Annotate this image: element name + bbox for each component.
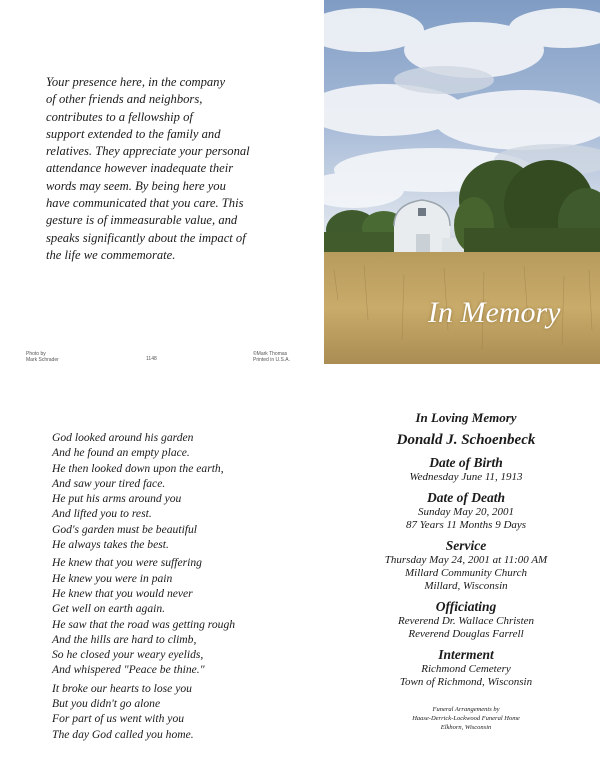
in-memory-caption: In Memory (428, 296, 561, 329)
tribute-line: speaks significantly about the impact of (46, 230, 246, 245)
tribute-line: gesture is of immeasurable value, and (46, 213, 238, 228)
product-code: 1148 (146, 356, 157, 362)
poem-line: God's garden must be beautiful (52, 522, 198, 536)
poem-line: For part of us went with you (52, 712, 185, 726)
right-trees (454, 160, 600, 256)
poem-line: But you didn't go alone (52, 697, 161, 711)
poem-line: It broke our hearts to lose you (52, 681, 192, 695)
poem-stanza (52, 555, 312, 677)
poem-line: He knew that you would never (52, 586, 193, 600)
copyright-line: Printed in U.S.A. (253, 357, 290, 363)
poem-line: And whispered "Peace be thine." (52, 663, 205, 677)
poem-line: He put his arms around you (52, 492, 182, 506)
copyright-notice (253, 351, 290, 363)
tribute-line: of other friends and neighbors, (46, 92, 203, 107)
poem-line: He always takes the best. (52, 538, 169, 552)
arrangements-line: Haase-Derrick-Lockwood Funeral Home (412, 715, 520, 722)
poem-line: He knew you were in pain (52, 571, 173, 585)
poem-line: And he found an empty place. (52, 446, 190, 460)
death-title: Date of Death (427, 490, 505, 505)
service-time: Thursday May 24, 2001 at 11:00 AM (384, 554, 548, 566)
left-trees (324, 210, 406, 254)
photo-credit-line: Mark Schrader (26, 357, 59, 363)
funeral-arrangements (340, 705, 592, 732)
cemetery-town: Town of Richmond, Wisconsin (399, 676, 533, 688)
cemetery: Richmond Cemetery (421, 663, 511, 675)
service-place: Millard Community Church (404, 567, 527, 579)
barn-field-photo (324, 0, 600, 364)
arrangements-line: Funeral Arrangements by (432, 706, 500, 713)
photo-credit-line: Photo by (26, 351, 46, 357)
poem-line: And the hills are hard to climb, (52, 632, 197, 646)
deceased-name: Donald J. Schoenbeck (396, 432, 536, 448)
tribute-line: contributes to a fellowship of (46, 109, 193, 124)
tribute-verse (46, 74, 286, 264)
tribute-line: the life we commemorate. (46, 247, 176, 262)
in-loving-memory-heading: In Loving Memory (415, 410, 517, 425)
poem-line: God looked around his garden (52, 431, 194, 444)
interment-title: Interment (438, 647, 494, 662)
poem-line: And saw your tired face. (52, 476, 166, 490)
death-date: Sunday May 20, 2001 (418, 506, 514, 518)
arrangements-line: Elkhorn, Wisconsin (440, 724, 492, 731)
copyright-line: ©Mark Thomas (253, 351, 288, 357)
obituary (340, 408, 592, 732)
tribute-line: words may seem. By being here you (46, 178, 226, 193)
card-inside (0, 388, 600, 775)
officiant: Reverend Dr. Wallace Christen (397, 615, 535, 627)
poem-line: He saw that the road was getting rough (52, 617, 236, 631)
poem-line: He knew that you were suffering (52, 556, 202, 570)
officiating-title: Officiating (435, 599, 497, 614)
tribute-line: Your presence here, in the company (46, 75, 226, 89)
age: 87 Years 11 Months 9 Days (405, 519, 527, 531)
poem-line: Get well on earth again. (52, 602, 166, 616)
tribute-line: have communicated that you care. This (46, 196, 244, 211)
tribute-line: relatives. They appreciate your personal (46, 144, 250, 159)
tribute-line: attendance however inadequate their (46, 161, 234, 176)
officiant: Reverend Douglas Farrell (408, 628, 524, 640)
photo-credit (26, 351, 59, 363)
birth-date: Wednesday June 11, 1913 (409, 471, 523, 483)
poem-stanza (52, 681, 312, 742)
poem-line: So he closed your weary eyelids, (52, 648, 204, 662)
service-city: Millard, Wisconsin (424, 580, 508, 592)
tribute-line: support extended to the family and (46, 126, 221, 141)
poem-line: He then looked down upon the earth, (52, 461, 224, 475)
poem-line: And lifted you to rest. (52, 507, 152, 521)
birth-title: Date of Birth (429, 455, 503, 470)
poem (52, 430, 312, 745)
poem-stanza (52, 430, 312, 552)
service-title: Service (445, 538, 487, 553)
poem-line: The day God called you home. (52, 727, 194, 741)
